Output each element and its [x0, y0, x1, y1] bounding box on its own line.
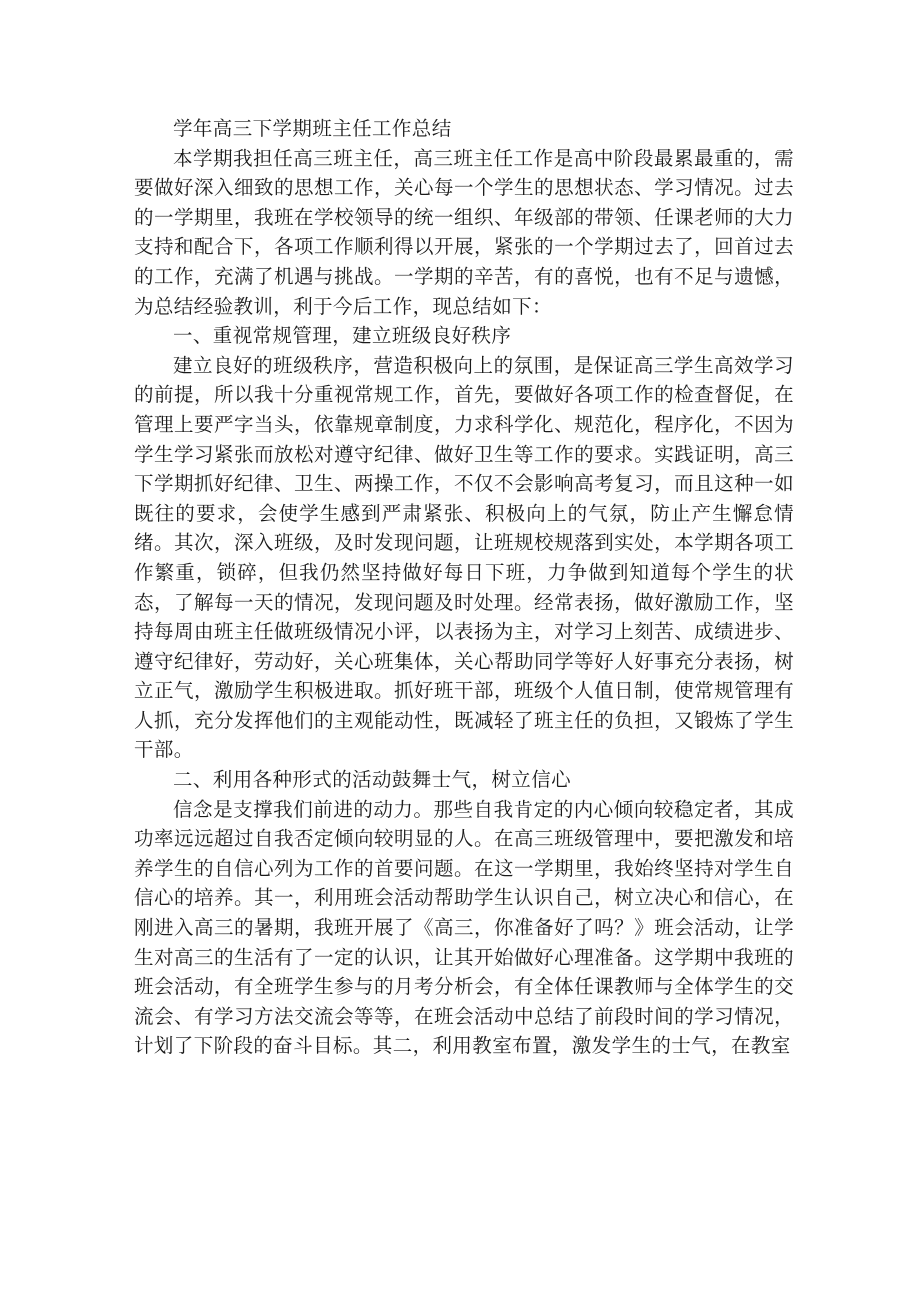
paragraph-section-1: 建立良好的班级秩序，营造积极向上的氛围，是保证高三学生高效学习的前提，所以我十分重视常规工作，首先，要做好各项工作的检查督促，在管理上要严字当头，依靠规章制度，力求科学化、规范化，程序化，不因为学生学习紧张而放松对遵守纪律、做好卫生等工作的要求。实践证明，高三下学期抓好纪律、卫生、两操工作，不仅不会影响高考复习，而且这种一如既往的要求，会使学生感到严肃紧张、积极向上的气氛，防止产生懈怠情绪。其次，深入班级，及时发现问题，让班规校规落到实处，本学期各项工作繁重，锁碎，但我仍然坚持做好每日下班，力争做到知道每个学生的状态，了解每一天的情况，发现问题及时处理。经常表扬，做好激励工作，坚持每周由班主任做班级情况小评，以表扬为主，对学习上刻苦、成绩进步、遵守纪律好，劳动好，关心班集体，关心帮助同学等好人好事充分表扬，树立正气，激励学生积极进取。抓好班干部，班级个人值日制，使常规管理有人抓，充分发挥他们的主观能动性，既减轻了班主任的负担，又锻炼了学生干部。	[134, 353, 794, 762]
paragraph-section-2: 信念是支撑我们前进的动力。那些自我肯定的内心倾向较稳定者，其成功率远远超过自我否定倾向较明显的人。在高三班级管理中，要把激发和培养学生的自信心列为工作的首要问题。在这一学期里，我始终坚持对学生自信心的培养。其一，利用班会活动帮助学生认识自己，树立决心和信心，在刚进入高三的暑期，我班开展了《高三，你准备好了吗？》班会活动，让学生对高三的生活有了一定的认识，让其开始做好心理准备。这学期中我班的班会活动，有全班学生参与的月考分析会，有全体任课教师与全体学生的交流会、有学习方法交流会等等，在班会活动中总结了前段时间的学习情况，计划了下阶段的奋斗目标。其二，利用教室布置，激发学生的士气，在教室	[134, 797, 794, 1058]
paragraph-intro: 本学期我担任高三班主任，高三班主任工作是高中阶段最累最重的，需要做好深入细致的思想工作，关心每一个学生的思想状态、学习情况。过去的一学期里，我班在学校领导的统一组织、年级部的带领、任课老师的大力支持和配合下，各项工作顺利得以开展，紧张的一个学期过去了，回首过去的工作，充满了机遇与挑战。一学期的辛苦，有的喜悦，也有不足与遗憾，为总结经验教训，利于今后工作，现总结如下：	[134, 146, 794, 318]
document-body	[134, 114, 794, 1061]
section-heading-1: 一、重视常规管理，建立班级良好秩序	[173, 324, 512, 348]
document-title: 学年高三下学期班主任工作总结	[173, 117, 452, 140]
section-heading-2: 二、利用各种形式的活动鼓舞士气，树立信心	[173, 768, 572, 792]
